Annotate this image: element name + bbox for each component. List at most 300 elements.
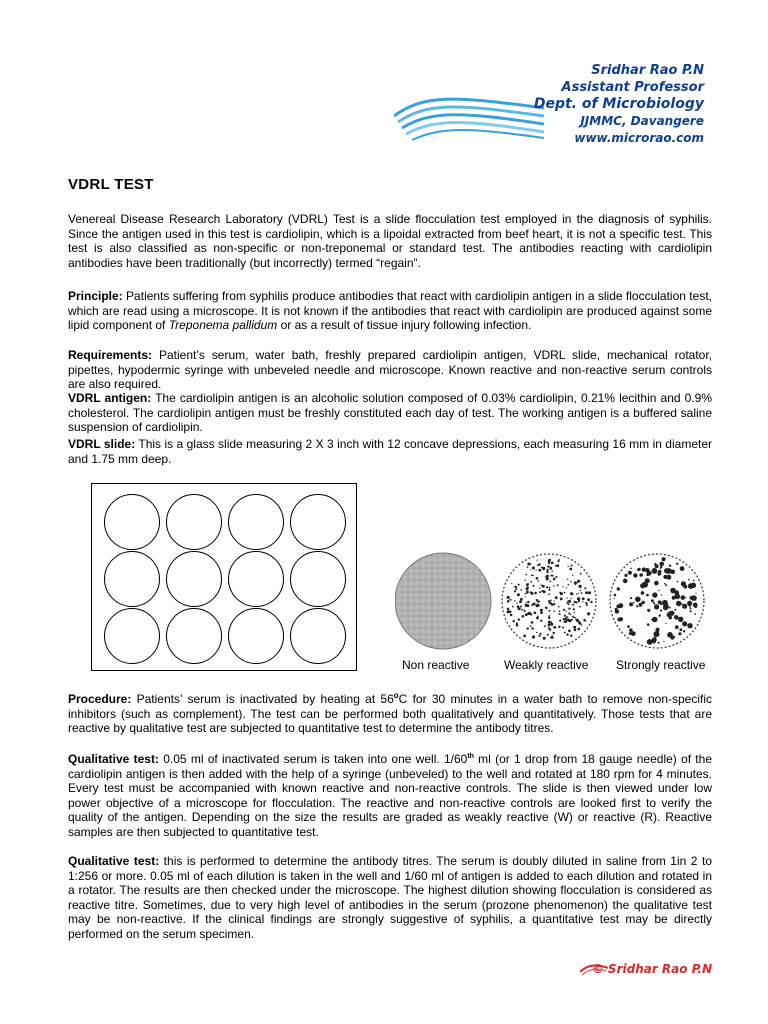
- floc-speck: [534, 592, 537, 595]
- floc-speck: [585, 620, 587, 622]
- floc-speck: [521, 609, 523, 611]
- floc-speck: [628, 571, 632, 575]
- floc-speck: [563, 621, 565, 623]
- floc-speck: [646, 573, 649, 576]
- floc-speck: [574, 617, 575, 618]
- floc-speck: [614, 594, 617, 597]
- floc-speck: [536, 632, 537, 633]
- requirements-text: Patient’s serum, water bath, freshly prepared cardiolipin antigen, VDRL slide, mechanical rotator, pipettes, hypodermic syringe with unbeveled needle and microscope. Known reactive and non-reactive serum controls are also required.: [68, 348, 712, 391]
- floc-speck: [518, 618, 520, 620]
- floc-speck: [566, 597, 567, 598]
- slide-well: [290, 494, 346, 550]
- floc-speck: [690, 608, 692, 610]
- floc-speck: [572, 604, 574, 606]
- floc-speck: [617, 618, 621, 622]
- floc-speck: [654, 632, 657, 635]
- slide-well: [228, 551, 284, 607]
- floc-speck: [545, 576, 546, 577]
- floc-speck: [548, 627, 550, 629]
- floc-speck: [525, 604, 528, 607]
- floc-speck: [588, 592, 590, 594]
- floc-speck: [623, 579, 628, 584]
- floc-speck: [548, 624, 551, 627]
- floc-speck: [562, 586, 563, 587]
- floc-speck: [639, 573, 643, 577]
- floc-speck: [629, 632, 632, 635]
- floc-speck: [641, 591, 645, 595]
- floc-speck: [693, 580, 695, 582]
- non-reactive-sample: [395, 553, 491, 649]
- floc-speck: [514, 590, 516, 592]
- floc-speck: [635, 597, 641, 603]
- procedure-label: Procedure:: [68, 692, 132, 706]
- floc-speck: [530, 563, 532, 565]
- floc-speck: [553, 578, 556, 581]
- floc-speck: [546, 586, 548, 588]
- floc-speck: [579, 606, 581, 608]
- floc-speck: [581, 592, 583, 594]
- floc-speck: [567, 579, 568, 580]
- floc-speck: [584, 587, 586, 589]
- floc-speck: [683, 630, 685, 632]
- floc-speck: [574, 612, 575, 613]
- floc-speck: [573, 608, 575, 610]
- floc-speck: [566, 587, 567, 588]
- floc-speck: [540, 633, 542, 635]
- floc-speck: [569, 568, 572, 571]
- floc-speck: [527, 627, 529, 629]
- floc-speck: [513, 620, 515, 622]
- floc-speck: [557, 584, 559, 586]
- floc-speck: [676, 563, 678, 565]
- floc-speck: [516, 622, 518, 624]
- principle-text: Patients suffering from syphilis produce antibodies that react with cardiolipin antigen in a slide flocculation test, which are read using a microscope. It is not known if the antibodies that react with cardiolipin are produced against some lipid component of: [68, 289, 712, 332]
- floc-speck: [540, 620, 542, 622]
- floc-speck: [662, 563, 664, 565]
- floc-speck: [564, 632, 566, 634]
- floc-speck: [562, 627, 564, 629]
- floc-speck: [669, 607, 671, 609]
- floc-speck: [544, 625, 546, 627]
- floc-speck: [568, 600, 571, 603]
- floc-speck: [674, 609, 676, 611]
- floc-speck: [576, 601, 578, 603]
- floc-speck: [530, 569, 531, 570]
- floc-speck: [676, 601, 681, 606]
- floc-speck: [577, 580, 580, 583]
- slide-well: [166, 608, 222, 664]
- slide-well: [104, 494, 160, 550]
- floc-speck: [559, 611, 561, 613]
- floc-speck: [580, 573, 582, 575]
- floc-speck: [646, 594, 649, 597]
- quantitative-label: Qualitative test:: [68, 854, 160, 868]
- floc-speck: [527, 601, 529, 603]
- floc-speck: [542, 585, 545, 588]
- floc-speck: [614, 598, 615, 599]
- floc-speck: [536, 604, 539, 607]
- floc-speck: [525, 593, 527, 595]
- floc-speck: [653, 593, 657, 597]
- floc-speck: [587, 604, 588, 605]
- author-role: Assistant Professor: [561, 80, 704, 95]
- author-institute: JJMMC, Davangere: [580, 114, 704, 128]
- floc-speck: [551, 603, 554, 606]
- floc-speck: [629, 628, 633, 632]
- floc-speck: [514, 586, 517, 589]
- floc-speck: [558, 626, 560, 628]
- floc-speck: [582, 601, 583, 602]
- floc-speck: [570, 635, 572, 637]
- floc-speck: [507, 608, 510, 611]
- procedure-text-end: C for 30 minutes in a water bath to remove non-specific inhibitors (such as complement). The test can be performed both qualitatively and quantitatively. Those tests that are reactive by qualitative test are subjected to quantitative test to determine the antibody titres.: [68, 692, 713, 735]
- floc-speck: [570, 581, 572, 583]
- floc-speck: [523, 610, 525, 612]
- floc-speck: [553, 610, 555, 612]
- slide-well: [228, 494, 284, 550]
- floc-speck: [672, 596, 676, 600]
- floc-speck: [687, 623, 692, 628]
- slide-well: [166, 551, 222, 607]
- floc-speck: [663, 641, 664, 642]
- floc-speck: [537, 560, 538, 561]
- floc-speck: [647, 609, 650, 612]
- floc-speck: [565, 611, 566, 612]
- floc-speck: [629, 602, 633, 606]
- caption-strongly-reactive: Strongly reactive: [616, 658, 706, 672]
- antigen-label: VDRL antigen:: [68, 391, 152, 405]
- slide-text: This is a glass slide measuring 2 X 3 inch with 12 concave depressions, each measuring 16 mm in diameter and 1.75 mm deep.: [68, 437, 712, 466]
- floc-speck: [549, 581, 551, 583]
- floc-speck: [568, 608, 570, 610]
- floc-speck: [547, 569, 549, 571]
- floc-speck: [665, 584, 667, 586]
- floc-speck: [570, 592, 573, 595]
- floc-speck: [695, 593, 696, 594]
- vdrl-slide-illustration: [91, 483, 357, 671]
- floc-speck: [660, 565, 662, 567]
- weakly-reactive-sample: [502, 554, 596, 648]
- floc-speck: [690, 610, 692, 612]
- floc-speck: [546, 577, 549, 580]
- slide-well: [166, 494, 222, 550]
- floc-speck: [638, 568, 641, 571]
- floc-speck: [647, 623, 650, 626]
- floc-speck: [590, 601, 592, 603]
- floc-speck: [580, 590, 581, 591]
- floc-speck: [514, 600, 515, 601]
- floc-speck: [534, 612, 537, 615]
- floc-speck: [576, 582, 578, 584]
- floc-speck: [688, 583, 694, 589]
- floc-speck: [548, 600, 550, 602]
- floc-speck: [551, 570, 553, 572]
- floc-speck: [680, 566, 685, 571]
- floc-speck: [688, 579, 690, 581]
- floc-speck: [578, 622, 581, 625]
- floc-speck: [543, 590, 546, 593]
- floc-speck: [568, 613, 570, 615]
- floc-speck: [531, 604, 533, 606]
- floc-speck: [559, 620, 561, 622]
- intro-paragraph: Venereal Disease Research Laboratory (VDRL) Test is a slide flocculation test employed in the diagnosis of syphilis. Since the antigen used in this test is cardiolipin, which is a lipoidal extracted from beef heart, it is not a specific test. This test is also classified as non-specific or non-treponemal or standard test. The antibodies reacting with cardiolipin antibodies have been traditionally (but incorrectly) termed “regain”.: [68, 212, 712, 270]
- floc-speck: [554, 600, 555, 601]
- floc-speck: [585, 602, 587, 604]
- floc-speck: [548, 617, 550, 619]
- floc-speck: [663, 560, 665, 562]
- floc-speck: [553, 627, 554, 628]
- floc-speck: [658, 590, 659, 591]
- floc-speck: [564, 592, 566, 594]
- degree-symbol: o: [393, 691, 399, 700]
- floc-speck: [665, 623, 666, 624]
- floc-speck: [627, 625, 630, 628]
- floc-speck: [577, 628, 580, 631]
- floc-speck: [507, 596, 510, 599]
- floc-speck: [660, 609, 662, 611]
- floc-speck: [664, 583, 666, 585]
- floc-speck: [517, 593, 520, 596]
- floc-speck: [516, 624, 519, 627]
- floc-speck: [510, 614, 513, 617]
- floc-speck: [669, 632, 671, 634]
- antigen-paragraph: [68, 391, 712, 435]
- floc-speck: [572, 575, 573, 576]
- floc-speck: [672, 590, 675, 593]
- floc-speck: [682, 604, 687, 609]
- floc-speck: [571, 565, 573, 567]
- floc-speck: [670, 570, 675, 575]
- floc-speck: [683, 585, 687, 589]
- floc-speck: [568, 566, 569, 567]
- requirements-label: Requirements:: [68, 348, 153, 362]
- floc-speck: [540, 609, 543, 612]
- floc-speck: [568, 603, 570, 605]
- floc-speck: [615, 608, 618, 611]
- floc-speck: [618, 603, 623, 608]
- floc-speck: [624, 574, 627, 577]
- floc-speck: [564, 615, 566, 617]
- floc-speck: [653, 602, 655, 604]
- floc-speck: [642, 582, 648, 588]
- floc-speck: [659, 614, 661, 616]
- website-link[interactable]: www.microrao.com: [574, 131, 704, 145]
- floc-speck: [510, 599, 512, 601]
- floc-speck: [682, 621, 687, 626]
- floc-speck: [664, 568, 669, 573]
- floc-speck: [681, 603, 683, 605]
- floc-speck: [553, 632, 555, 634]
- floc-speck: [573, 626, 576, 629]
- floc-speck: [539, 591, 541, 593]
- floc-speck: [617, 587, 620, 590]
- floc-speck: [577, 597, 580, 600]
- floc-speck: [526, 574, 528, 576]
- floc-speck: [549, 567, 552, 570]
- floc-speck: [556, 564, 559, 567]
- floc-speck: [549, 589, 551, 591]
- floc-speck: [652, 601, 654, 603]
- floc-speck: [555, 576, 557, 578]
- qualitative-text-end: ml (or 1 drop from 18 gauge needle) of the cardiolipin antigen is then added with the help of a syringe (unbeveled) to the well and rotated at 180 rpm for 4 minutes. Every test must be accompanied with known reactive and non-reactive controls. The slide is then viewed under low power objective of a microscope for flocculation. The reactive and non-reactive controls are looked first to verify the quality of the antigen. Depending on the size the results are graded as weakly reactive (W) or reactive (R). Reactive samples are then subjected to quantitative test.: [68, 752, 712, 839]
- antigen-text: The cardiolipin antigen is an alcoholic solution composed of 0.03% cardiolipin, 0.21% lecithin and 0.9% cholesterol. The cardiolipin antigen must be freshly constituted each day of test. The working antigen is a buffered saline suspension of cardiolipin.: [68, 391, 712, 434]
- principle-text-end: or as a result of tissue injury following infection.: [277, 318, 532, 332]
- floc-speck: [677, 581, 679, 583]
- floc-speck: [558, 613, 560, 615]
- floc-speck: [522, 615, 525, 618]
- slide-paragraph: [68, 437, 712, 466]
- floc-speck: [575, 583, 577, 585]
- floc-speck: [652, 568, 658, 574]
- floc-speck: [510, 610, 511, 611]
- organism-name: Treponema pallidum: [168, 318, 278, 332]
- floc-speck: [681, 595, 686, 600]
- floc-speck: [538, 580, 540, 582]
- qualitative-text: 0.05 ml of inactivated serum is taken into one well. 1/60: [158, 752, 468, 766]
- floc-speck: [567, 619, 570, 622]
- floc-speck: [655, 564, 659, 568]
- floc-speck: [558, 606, 560, 608]
- floc-speck: [574, 629, 577, 632]
- floc-speck: [515, 588, 517, 590]
- floc-speck: [538, 635, 540, 637]
- floc-speck: [520, 606, 522, 608]
- floc-speck: [519, 600, 521, 602]
- floc-speck: [658, 570, 662, 574]
- floc-speck: [687, 601, 692, 606]
- floc-speck: [531, 627, 533, 629]
- floc-speck: [553, 585, 554, 586]
- floc-speck: [525, 596, 526, 597]
- floc-speck: [512, 606, 514, 608]
- floc-speck: [530, 613, 532, 615]
- floc-speck: [647, 639, 653, 645]
- floc-speck: [563, 618, 565, 620]
- floc-speck: [566, 616, 568, 618]
- procedure-paragraph: [68, 689, 712, 736]
- floc-speck: [585, 591, 588, 594]
- floc-speck: [652, 617, 658, 623]
- floc-speck: [633, 573, 637, 577]
- floc-speck: [678, 619, 679, 620]
- floc-speck: [587, 612, 590, 615]
- floc-speck: [517, 605, 520, 608]
- floc-speck: [526, 602, 527, 603]
- floc-speck: [540, 612, 543, 615]
- floc-speck: [663, 575, 667, 579]
- floc-speck: [571, 619, 573, 621]
- floc-speck: [685, 597, 686, 598]
- floc-speck: [667, 615, 669, 617]
- floc-speck: [548, 593, 550, 595]
- floc-speck: [656, 628, 659, 631]
- floc-speck: [551, 562, 554, 565]
- quantitative-text: this is performed to determine the antibody titres. The serum is doubly diluted in saline from 1in 2 to 1:256 or more. 0.05 ml of each dilution is taken in the well and 1/60 ml of antigen is added to each dilution and rotated in a rotator. The results are then checked under the microscope. The highest dilution showing flocculation is considered as reactive titre. Sometimes, due to very high level of antibodies in the serum (prozone phenomenon) the qualitative test may be non-reactive. If the clinical findings are strongly suggestive of syphilis, a quantitative test may be directly performed on the serum specimen.: [68, 854, 712, 941]
- floc-speck: [630, 568, 632, 570]
- floc-speck: [570, 598, 571, 599]
- floc-speck: [570, 614, 571, 615]
- floc-speck: [543, 637, 546, 640]
- floc-speck: [537, 602, 538, 603]
- quantitative-paragraph: [68, 854, 712, 941]
- floc-speck: [558, 559, 559, 560]
- slide-well: [228, 608, 284, 664]
- floc-speck: [547, 634, 548, 635]
- floc-speck: [633, 602, 635, 604]
- caption-non-reactive: Non reactive: [402, 658, 470, 672]
- floc-speck: [531, 592, 534, 595]
- qualitative-label: Qualitative test:: [68, 752, 159, 766]
- floc-speck: [551, 623, 553, 625]
- floc-speck: [550, 636, 552, 638]
- floc-speck: [523, 635, 526, 638]
- principle-paragraph: [68, 289, 712, 333]
- floc-speck: [663, 604, 668, 609]
- floc-speck: [553, 603, 555, 605]
- strongly-reactive-sample: [610, 554, 704, 648]
- floc-speck: [558, 560, 560, 562]
- floc-speck: [525, 613, 528, 616]
- author-header: [424, 62, 704, 147]
- floc-speck: [520, 598, 523, 601]
- floc-speck: [568, 584, 570, 586]
- floc-speck: [576, 593, 578, 595]
- floc-speck: [574, 601, 576, 603]
- floc-speck: [525, 580, 526, 581]
- floc-speck: [694, 613, 696, 615]
- floc-speck: [539, 587, 541, 589]
- slide-well: [104, 608, 160, 664]
- floc-speck: [587, 598, 590, 601]
- floc-speck: [546, 571, 548, 573]
- floc-speck: [546, 575, 549, 578]
- floc-speck: [527, 590, 529, 592]
- floc-speck: [689, 606, 691, 608]
- floc-speck: [661, 594, 662, 595]
- floc-speck: [679, 628, 682, 631]
- floc-speck: [658, 642, 660, 644]
- slide-well: [290, 608, 346, 664]
- floc-speck: [574, 581, 576, 583]
- floc-speck: [691, 595, 697, 601]
- requirements-paragraph: [68, 348, 712, 392]
- slide-well: [104, 551, 160, 607]
- floc-speck: [695, 605, 698, 608]
- floc-speck: [550, 621, 552, 623]
- qualitative-paragraph: [68, 750, 712, 839]
- principle-label: Principle:: [68, 289, 123, 303]
- floc-speck: [581, 624, 583, 626]
- floc-speck: [545, 607, 546, 608]
- floc-speck: [531, 621, 534, 624]
- floc-speck: [507, 600, 510, 603]
- floc-speck: [674, 615, 679, 620]
- slide-label: VDRL slide:: [68, 437, 136, 451]
- floc-speck: [530, 581, 532, 583]
- floc-speck: [507, 610, 510, 613]
- floc-speck: [548, 610, 550, 612]
- copyright-footer: © Sridhar Rao P.N: [591, 962, 712, 976]
- floc-speck: [536, 599, 538, 601]
- floc-speck: [542, 567, 545, 570]
- floc-speck: [531, 575, 533, 577]
- floc-speck: [583, 598, 585, 600]
- floc-speck: [532, 567, 535, 570]
- floc-speck: [642, 601, 645, 604]
- floc-speck: [550, 575, 552, 577]
- floc-speck: [537, 616, 539, 618]
- floc-speck: [675, 625, 679, 629]
